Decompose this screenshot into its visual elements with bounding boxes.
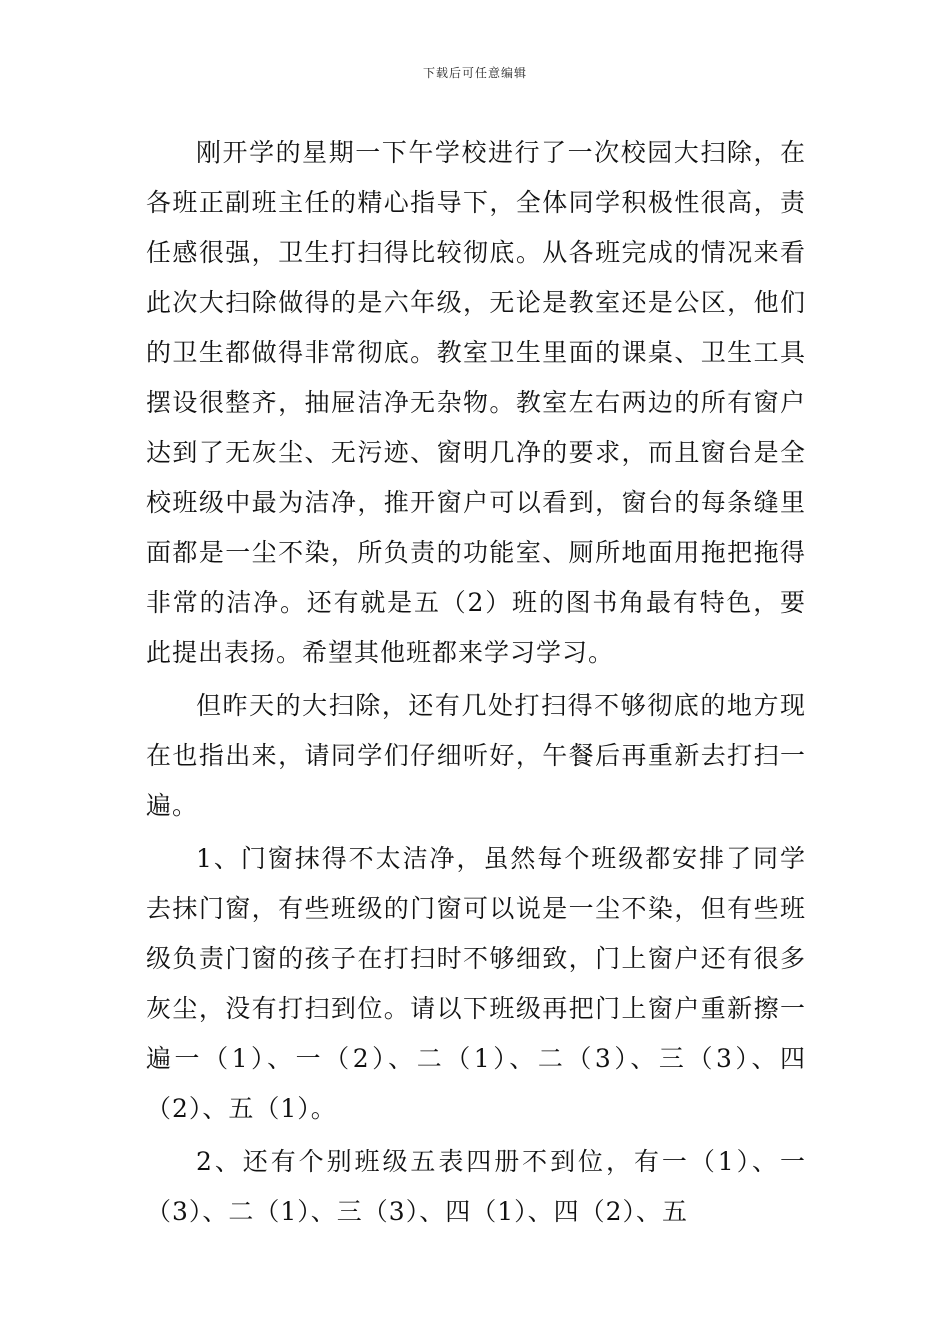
page-header-note: 下载后可任意编辑 xyxy=(422,66,527,80)
paragraph-remaining-issues: 但昨天的大扫除，还有几处打扫得不够彻底的地方现在也指出来，请同学们仔细听好，午餐后再重新去打扫一遍。 xyxy=(146,691,806,820)
paragraph-item-doors-windows: 1、门窗抹得不太洁净，虽然每个班级都安排了同学去抹门窗，有些班级的门窗可以说是一尘不染，但有些班级负责门窗的孩子在打扫时不够细致，门上窗户还有很多灰尘，没有打扫到位。请以下班级再把门上窗户重新擦一遍一（1）、一（2）、二（1）、二（3）、三（3）、四（2）、五（1）。 xyxy=(146,844,806,1123)
paragraph-cleanup-overview: 刚开学的星期一下午学校进行了一次校园大扫除，在各班正副班主任的精心指导下，全体同学积极性很高，责任感很强，卫生打扫得比较彻底。从各班完成的情况来看此次大扫除做得的是六年级，无论是教室还是公区，他们的卫生都做得非常彻底。教室卫生里面的课桌、卫生工具摆设很整齐，抽屉洁净无杂物。教室左右两边的所有窗户达到了无灰尘、无污迹、窗明几净的要求，而且窗台是全校班级中最为洁净，推开窗户可以看到，窗台的每条缝里面都是一尘不染，所负责的功能室、厕所地面用拖把拖得非常的洁净。还有就是五（2）班的图书角最有特色，要此提出表扬。希望其他班都来学习学习。 xyxy=(146,138,806,667)
paragraph-item-forms: 2、还有个别班级五表四册不到位，有一（1）、一（3）、二（1）、三（3）、四（1）、四（2）、五 xyxy=(146,1147,806,1226)
document-body xyxy=(146,128,806,1240)
